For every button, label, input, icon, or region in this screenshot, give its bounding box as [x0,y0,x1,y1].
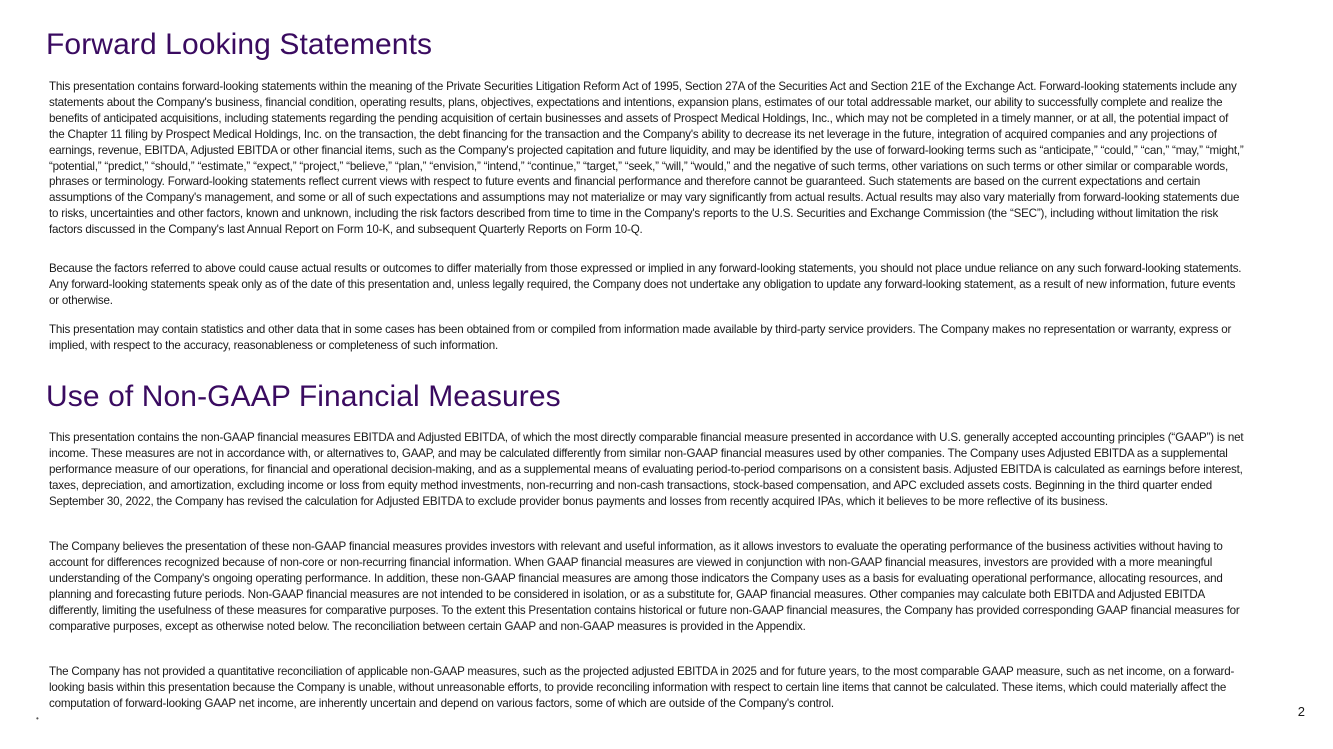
page-number: 2 [1297,704,1305,719]
forward-looking-paragraph-1: This presentation contains forward-looking statements within the meaning of the Private Securities Litigation Reform Act of 1995, Section 27A of the Securities Act and Section 21E of the Exchange Act. Forward-looking statements include any statements about the Company's business, financial condition, operating results, plans, objectives, expectations and intentions, expansion plans, estimates of our total addressable market, our ability to successfully complete and realize the benefits of anticipated acquisitions, including statements regarding the pending acquisition of certain businesses and assets of Prospect Medical Holdings, Inc., which may not be completed in a timely manner, or at all, the potential impact of the Chapter 11 filing by Prospect Medical Holdings, Inc. on the transaction, the debt financing for the transaction and the Company's ability to decrease its net leverage in the future, integration of acquired companies and any projections of earnings, revenue, EBITDA, Adjusted EBITDA or other financial items, such as the Company's projected capitation and future liquidity, and may be identified by the use of forward-looking terms such as “anticipate,” “could,” “can,” “may,” “might,” “potential,” “predict,” “should,” “estimate,” “expect,” “project,” “believe,” “plan,” “envision,” “intend,” “continue,” “target,” “seek,” “will,” “would,” and the negative of such terms, other variations on such terms or other similar or comparable words, phrases or terminology. Forward-looking statements reflect current views with respect to future events and financial performance and therefore cannot be guaranteed. Such statements are based on the current expectations and certain assumptions of the Company's management, and some or all of such expectations and assumptions may not materialize or may vary significantly from actual results. Actual results may also vary materially from forward-looking statements due to risks, uncertainties and other factors, known and unknown, including the risk factors described from time to time in the Company's reports to the U.S. Securities and Exchange Commission (the “SEC”), including without limitation the risk factors discussed in the Company's last Annual Report on Form 10-K, and subsequent Quarterly Reports on Form 10-Q. [49,80,1244,237]
footer-bullet: • [36,714,39,723]
non-gaap-paragraph-3: The Company has not provided a quantitative reconciliation of applicable non-GAAP measures, such as the projected adjusted EBITDA in 2025 and for future years, to the most comparable GAAP measure, such as net income, on a forward-looking basis within this presentation because the Company is unable, without unreasonable efforts, to provide reconciling information with respect to certain line items that cannot be calculated. These items, which could materially affect the computation of forward-looking GAAP net income, are inherently uncertain and depend on various factors, some of which are outside of the Company's control. [49,665,1235,710]
non-gaap-paragraph-1: This presentation contains the non-GAAP financial measures EBITDA and Adjusted EBITDA, of which the most directly comparable financial measure presented in accordance with U.S. generally accepted accounting principles (“GAAP”) is net income. These measures are not in accordance with, or alternatives to, GAAP, and may be calculated differently from similar non-GAAP financial measures used by other companies. The Company uses Adjusted EBITDA as a supplemental performance measure of our operations, for financial and operational decision-making, and as a supplemental means of evaluating period-to-period comparisons on a consistent basis. Adjusted EBITDA is calculated as earnings before interest, taxes, depreciation, and amortization, excluding income or loss from equity method investments, non-recurring and non-cash transactions, stock-based compensation, and APC excluded assets costs. Beginning in the third quarter ended September 30, 2022, the Company has revised the calculation for Adjusted EBITDA to exclude provider bonus payments and losses from recently acquired IPAs, which it believes to be more reflective of its business. [49,431,1244,508]
forward-looking-paragraph-2: Because the factors referred to above could cause actual results or outcomes to differ materially from those expressed or implied in any forward-looking statements, you should not place undue reliance on any such forward-looking statements. Any forward-looking statements speak only as of the date of this presentation and, unless legally required, the Company does not undertake any obligation to update any forward-looking statement, as a result of new information, future events or otherwise. [49,262,1242,307]
non-gaap-measures-title: Use of Non-GAAP Financial Measures [46,380,561,413]
forward-looking-paragraph-3: This presentation may contain statistics and other data that in some cases has been obtained from or compiled from information made available by third-party service providers. The Company makes no representation or warranty, express or implied, with respect to the accuracy, reasonableness or completeness of such information. [49,323,1232,352]
non-gaap-paragraph-2: The Company believes the presentation of these non-GAAP financial measures provides investors with relevant and useful information, as it allows investors to evaluate the operating performance of the business activities without having to account for differences recognized because of non-core or non-recurring financial information. When GAAP financial measures are viewed in conjunction with non-GAAP financial measures, investors are provided with a more meaningful understanding of the Company's ongoing operating performance. In addition, these non-GAAP financial measures are among those indicators the Company uses as a basis for evaluating operational performance, allocating resources, and planning and forecasting future periods. Non-GAAP financial measures are not intended to be considered in isolation, or as a substitute for, GAAP financial measures. Other companies may calculate both EBITDA and Adjusted EBITDA differently, limiting the usefulness of these measures for comparative purposes. To the extent this Presentation contains historical or future non-GAAP financial measures, the Company has provided corresponding GAAP financial measures for comparative purposes, except as otherwise noted below. The reconciliation between certain GAAP and non-GAAP measures is provided in the Appendix. [49,540,1240,633]
forward-looking-statements-title: Forward Looking Statements [46,28,433,61]
